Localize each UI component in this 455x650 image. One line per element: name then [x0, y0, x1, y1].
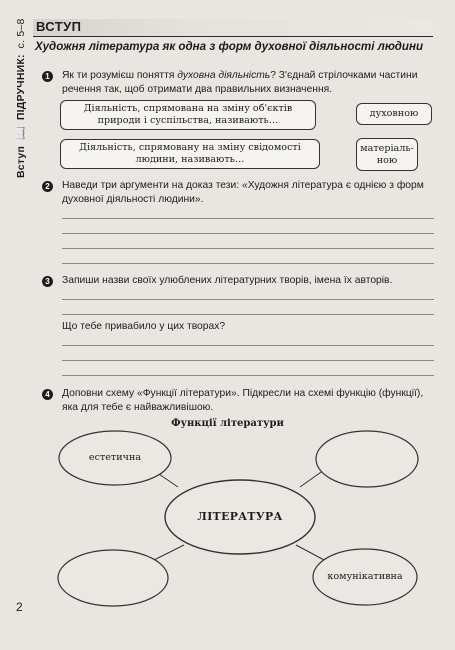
connector-bottom-left [152, 545, 184, 561]
oval-top-right [316, 431, 418, 487]
section-title: ВСТУП [36, 19, 82, 34]
page-subtitle: Художня література як одна з форм духовної діяльності людини [35, 40, 424, 53]
task-number-3: 3 [42, 276, 53, 287]
definition-part-left-2-text: Діяльність, спрямовану на зміну свідомості людини, називають… [79, 142, 301, 165]
oval-bottom-right-label: комунікативна [327, 571, 403, 582]
task-number-4: 4 [42, 389, 53, 400]
connector-top-right [300, 470, 324, 487]
task-number-2: 2 [42, 181, 53, 192]
task-4-text: Доповни схему «Функції літератури». Підкресли на схемі функцію (функції), яка для тебе є найважливішою. [62, 388, 424, 413]
connector-bottom-right [296, 545, 326, 561]
book-icon: 📖 [15, 126, 27, 140]
definition-part-left-1-text: Діяльність, спрямована на зміну об'єктів природи і суспільства, називають… [83, 103, 293, 126]
task-1-text-after: ? З'єднай стрілочками частини речення так, щоб отримати два правильних визначення. [62, 70, 418, 95]
task-1-text-before: Як ти розумієш поняття [62, 70, 178, 81]
textbook-ref-pages: с. 5–8 [14, 18, 27, 49]
task-3-question: Що тебе привабило у цих творах? [62, 321, 226, 332]
definition-part-right-1-text: духовною [369, 108, 419, 119]
textbook-ref-label: ПІДРУЧНИК: [14, 54, 27, 121]
oval-bottom-left [58, 550, 168, 606]
task-2-text: Наведи три аргументи на доказ тези: «Художня література є однією з форм духовної діяльності людини». [62, 180, 424, 205]
oval-top-left-label: естетична [88, 452, 142, 463]
oval-center-label: ЛІТЕРАТУРА [197, 510, 283, 523]
section-label: Вступ [14, 145, 27, 178]
task-3-text: Запиши назви своїх улюблених літературних творів, імена їх авторів. [62, 275, 393, 286]
page-number: 2 [16, 600, 23, 614]
task-number-1: 1 [42, 71, 53, 82]
definition-part-right-2-text: матеріаль-ною [360, 142, 414, 166]
diagram-title: Функції літератури [171, 418, 284, 429]
task-1-text-italic: духовна діяльність [177, 70, 271, 81]
